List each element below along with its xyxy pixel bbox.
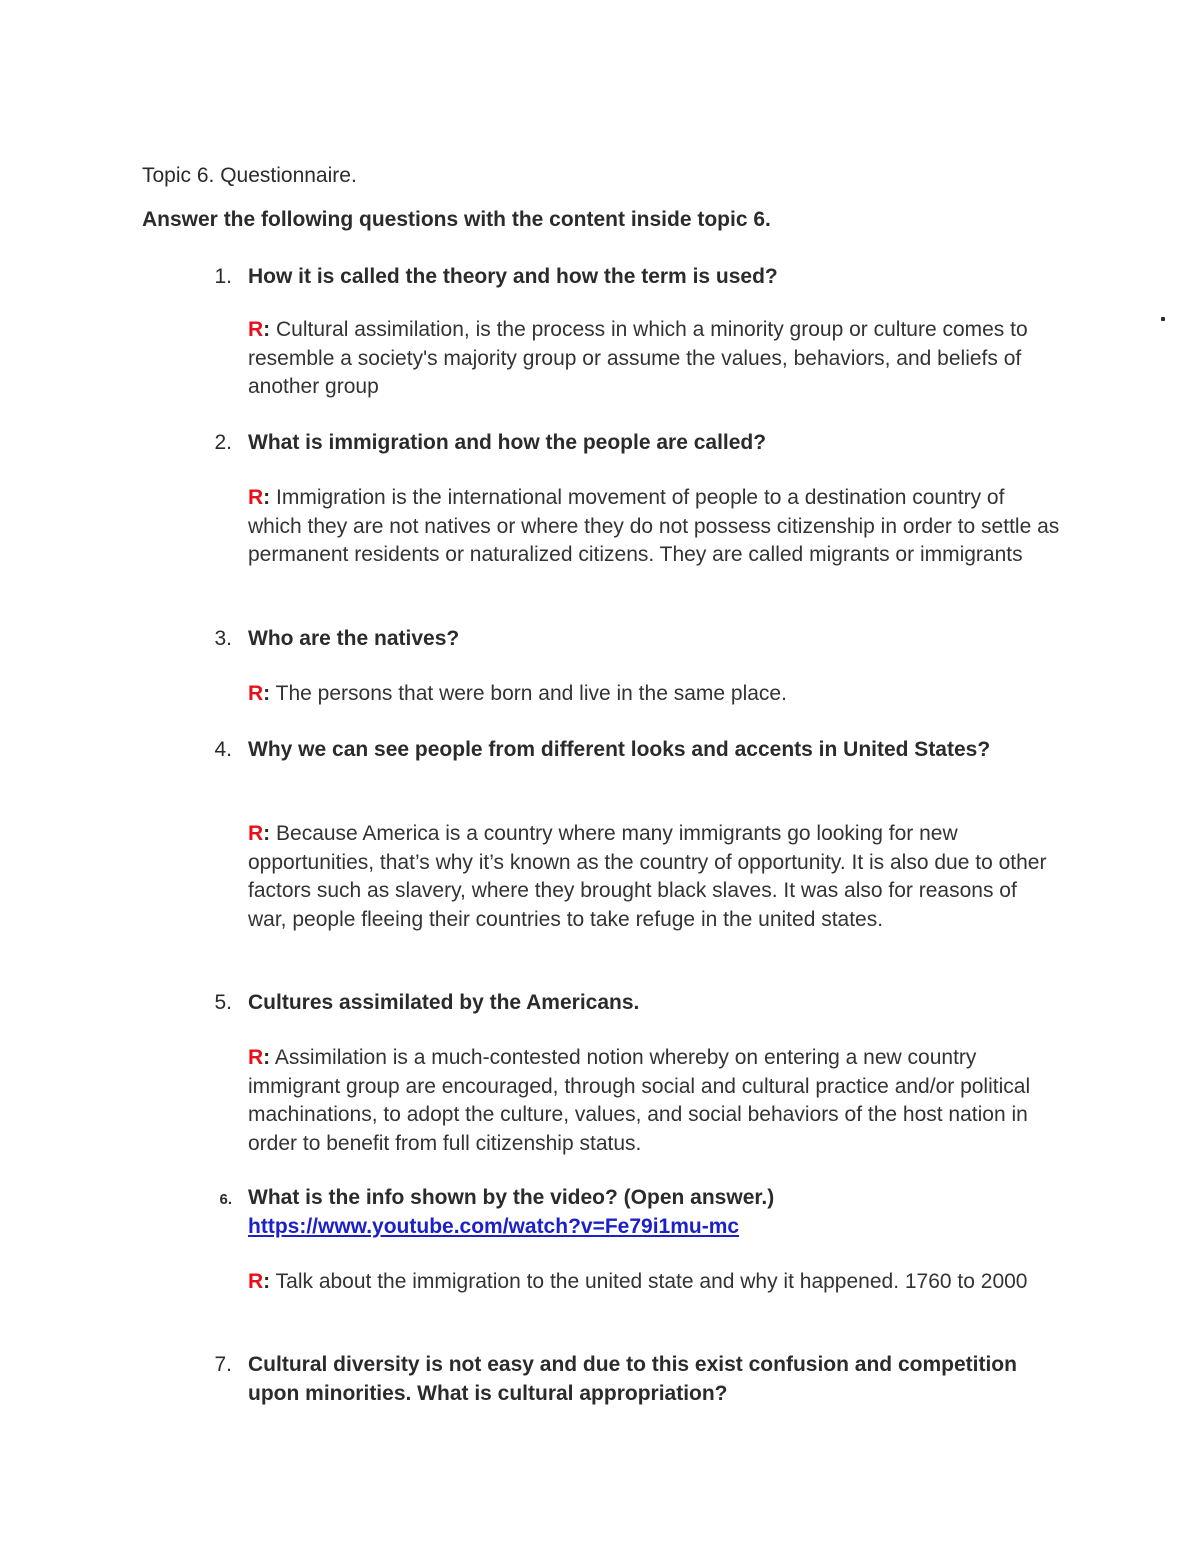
answer-label: R (248, 1046, 264, 1069)
answer-5-text: Assimilation is a much-contested notion whereby on entering a new country immigrant group are encouraged, through social and cultural practice and/or political machinations, to adopt the culture, values, and social behaviors of the host nation in order to benefit from full citizenship status. (248, 1046, 1031, 1155)
answer-3-text: The persons that were born and live in the same place. (275, 682, 787, 705)
question-1-text: How it is called the theory and how the term is used? (248, 265, 778, 288)
answer-label: R (248, 682, 264, 705)
answer-2 (248, 484, 1060, 570)
answer-label-colon: : (263, 318, 271, 341)
document-instructions: Answer the following questions with the content inside topic 6. (142, 208, 771, 231)
question-5-text: Cultures assimilated by the Americans. (248, 991, 640, 1014)
answer-label-colon: : (263, 486, 271, 509)
question-number-5: 5. (214, 991, 232, 1014)
answer-label-colon: : (263, 1270, 271, 1293)
question-number-7: 7. (214, 1353, 232, 1376)
answer-label-colon: : (263, 1046, 271, 1069)
question-number-6: 6. (219, 1191, 232, 1208)
question-6-text (248, 1184, 1038, 1241)
question-4-text: Why we can see people from different looks and accents in United States? (248, 738, 991, 761)
question-number-4: 4. (214, 738, 232, 761)
answer-label: R (248, 1270, 264, 1293)
question-7-text: Cultural diversity is not easy and due to this exist confusion and competition upon minorities. What is cultural appropriation? (248, 1353, 1017, 1405)
answer-1-text: Cultural assimilation, is the process in which a minority group or culture comes to resemble a society's majority group or assume the values, behaviors, and beliefs of another group (248, 318, 1028, 398)
answer-4-text: Because America is a country where many immigrants go looking for new opportunities, that’s why it’s known as the country of opportunity. It is also due to other factors such as slavery, where they brought black slaves. It was also for reasons of war, people fleeing their countries to take refuge in the united states. (248, 822, 1047, 931)
answer-label: R (248, 486, 264, 509)
answer-label: R (248, 822, 264, 845)
document-title: Topic 6. Questionnaire. (142, 164, 357, 187)
answer-5 (248, 1044, 1060, 1158)
answer-2-text: Immigration is the international movement of people to a destination country of which they are not natives or where they do not possess citizenship in order to settle as permanent residents or naturalized citizens. They are called migrants or immigrants (248, 486, 1060, 566)
answer-6-text: Talk about the immigration to the united state and why it happened. 1760 to 2000 (275, 1270, 1028, 1293)
question-number-1: 1. (214, 265, 232, 288)
answer-6 (248, 1268, 1060, 1297)
question-2-text: What is immigration and how the people are called? (248, 431, 767, 454)
question-number-3: 3. (214, 627, 232, 650)
answer-3 (248, 680, 1060, 709)
question-6-question: What is the info shown by the video? (Open answer.) (248, 1186, 775, 1209)
question-number-2: 2. (214, 431, 232, 454)
video-link[interactable]: https://www.youtube.com/watch?v=Fe79i1mu-mc (248, 1214, 740, 1238)
question-3-text: Who are the natives? (248, 627, 460, 650)
answer-1 (248, 316, 1060, 402)
stray-mark (1161, 317, 1165, 321)
answer-label-colon: : (263, 822, 271, 845)
answer-label-colon: : (263, 682, 271, 705)
answer-4 (248, 820, 1060, 934)
answer-label: R (248, 318, 264, 341)
